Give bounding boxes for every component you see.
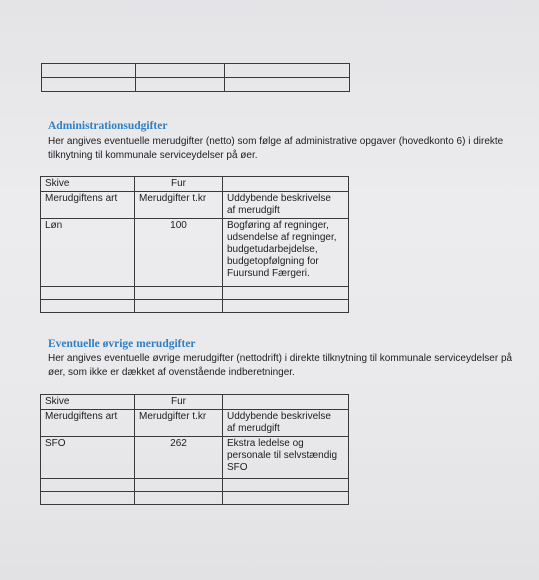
skive-header: Skive	[41, 177, 135, 192]
description-line: tilknytning til kommunale serviceydelser på øer.	[48, 150, 258, 161]
column-header-art: Merudgiftens art	[41, 410, 135, 437]
table-cell	[42, 78, 136, 92]
section-description-administration	[48, 135, 539, 163]
row-description: Bogføring af regninger, udsendelse af regninger, budgetudarbejdelse, budgetopfølgning for Fuursund Færgeri.	[223, 219, 349, 287]
table-cell	[223, 479, 349, 492]
row-amount: 100	[135, 219, 223, 287]
table-cell	[41, 479, 135, 492]
table-cell	[223, 395, 349, 410]
table-cell	[223, 287, 349, 300]
fur-header: Fur	[135, 395, 223, 410]
other-expenses-table	[40, 394, 349, 505]
section-description-other	[48, 352, 538, 380]
table-cell	[223, 492, 349, 505]
administration-table	[40, 176, 349, 313]
section-heading-administration: Administrationsudgifter	[48, 120, 168, 132]
column-header-art: Merudgiftens art	[41, 192, 135, 219]
table-cell	[135, 492, 223, 505]
fur-header: Fur	[135, 177, 223, 192]
table-cell	[136, 64, 225, 78]
table-cell	[42, 64, 136, 78]
table-cell	[135, 287, 223, 300]
description-line: øer, som ikke er dækket af ovenstående indberetninger.	[48, 367, 295, 378]
column-header-amount: Merudgifter t.kr	[135, 410, 223, 437]
table-cell	[41, 300, 135, 313]
column-header-amount: Merudgifter t.kr	[135, 192, 223, 219]
row-description: Ekstra ledelse og personale til selvstændig SFO	[223, 437, 349, 479]
row-art: SFO	[41, 437, 135, 479]
table-cell	[136, 78, 225, 92]
table-cell	[135, 479, 223, 492]
section-heading-other: Eventuelle øvrige merudgifter	[48, 338, 196, 350]
table-cell	[41, 492, 135, 505]
table-cell	[225, 64, 350, 78]
table-cell	[225, 78, 350, 92]
table-cell	[41, 287, 135, 300]
table-cell	[135, 300, 223, 313]
table-cell	[223, 300, 349, 313]
description-line: Her angives eventuelle øvrige merudgifter (nettodrift) i direkte tilknytning til kommunale serviceydelser på	[48, 353, 513, 364]
description-line: Her angives eventuelle merudgifter (netto) som følge af administrative opgaver (hovedkonto 6) i direkte	[48, 136, 504, 147]
skive-header: Skive	[41, 395, 135, 410]
table-cell	[223, 177, 349, 192]
row-art: Løn	[41, 219, 135, 287]
column-header-description: Uddybende beskrivelse af merudgift	[223, 410, 349, 437]
column-header-description: Uddybende beskrivelse af merudgift	[223, 192, 349, 219]
row-amount: 262	[135, 437, 223, 479]
top-partial-table	[41, 63, 350, 92]
